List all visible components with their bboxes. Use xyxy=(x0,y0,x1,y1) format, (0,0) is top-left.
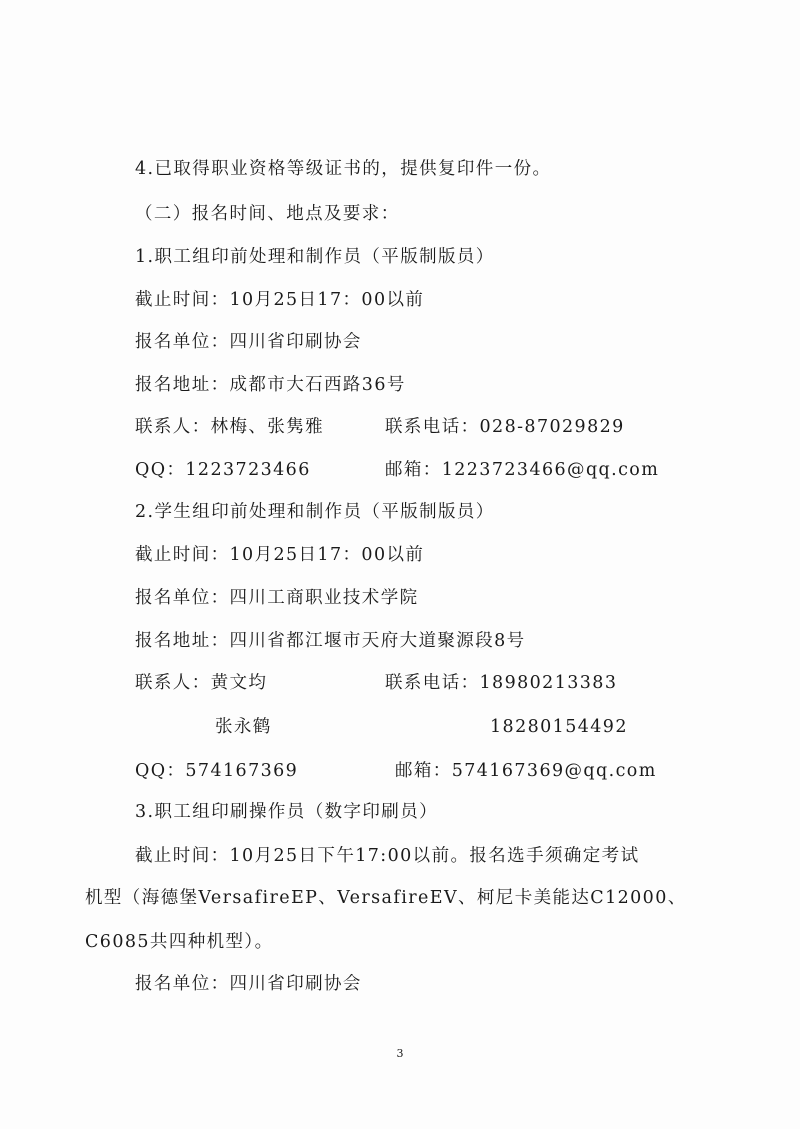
text-line: 4.已取得职业资格等级证书的，提供复印件一份。 xyxy=(135,159,552,179)
text-line: C6085共四种机型）。 xyxy=(85,932,274,952)
text-line: QQ：1223723466 xyxy=(135,460,311,480)
text-line: 报名地址：四川省都江堰市天府大道聚源段8号 xyxy=(135,631,526,651)
text-line: 邮箱：1223723466@qq.com xyxy=(385,460,660,480)
text-line: 18280154492 xyxy=(490,717,628,737)
text-line: 3.职工组印刷操作员（数字印刷员） xyxy=(135,802,438,822)
text-line: 2.学生组印前处理和制作员（平版制版员） xyxy=(135,502,495,522)
text-line: 1.职工组印前处理和制作员（平版制版员） xyxy=(135,247,495,267)
text-line: 联系人：林梅、张隽雅 xyxy=(135,417,324,437)
text-line: 报名单位：四川省印刷协会 xyxy=(135,974,362,994)
text-line: （二）报名时间、地点及要求： xyxy=(135,204,400,224)
text-line: 报名单位：四川工商职业技术学院 xyxy=(135,588,419,608)
text-line: 联系电话：028-87029829 xyxy=(385,417,625,437)
text-line: 截止时间：10月25日17：00以前 xyxy=(135,545,425,565)
text-line: 张永鹤 xyxy=(215,717,272,737)
text-line: 邮箱：574167369@qq.com xyxy=(395,761,657,781)
text-line: 截止时间：10月25日下午17:00以前。报名选手须确定考试 xyxy=(135,846,640,866)
text-line: 联系电话：18980213383 xyxy=(385,673,618,693)
page-number: 3 xyxy=(396,1047,404,1060)
text-line: QQ：574167369 xyxy=(135,761,299,781)
text-line: 报名地址：成都市大石西路36号 xyxy=(135,375,406,395)
text-line: 机型（海德堡VersafireEP、VersafireEV、柯尼卡美能达C12000、 xyxy=(85,888,687,908)
text-line: 联系人：黄文均 xyxy=(135,673,268,693)
text-line: 报名单位：四川省印刷协会 xyxy=(135,332,362,352)
text-line: 截止时间：10月25日17：00以前 xyxy=(135,290,425,310)
